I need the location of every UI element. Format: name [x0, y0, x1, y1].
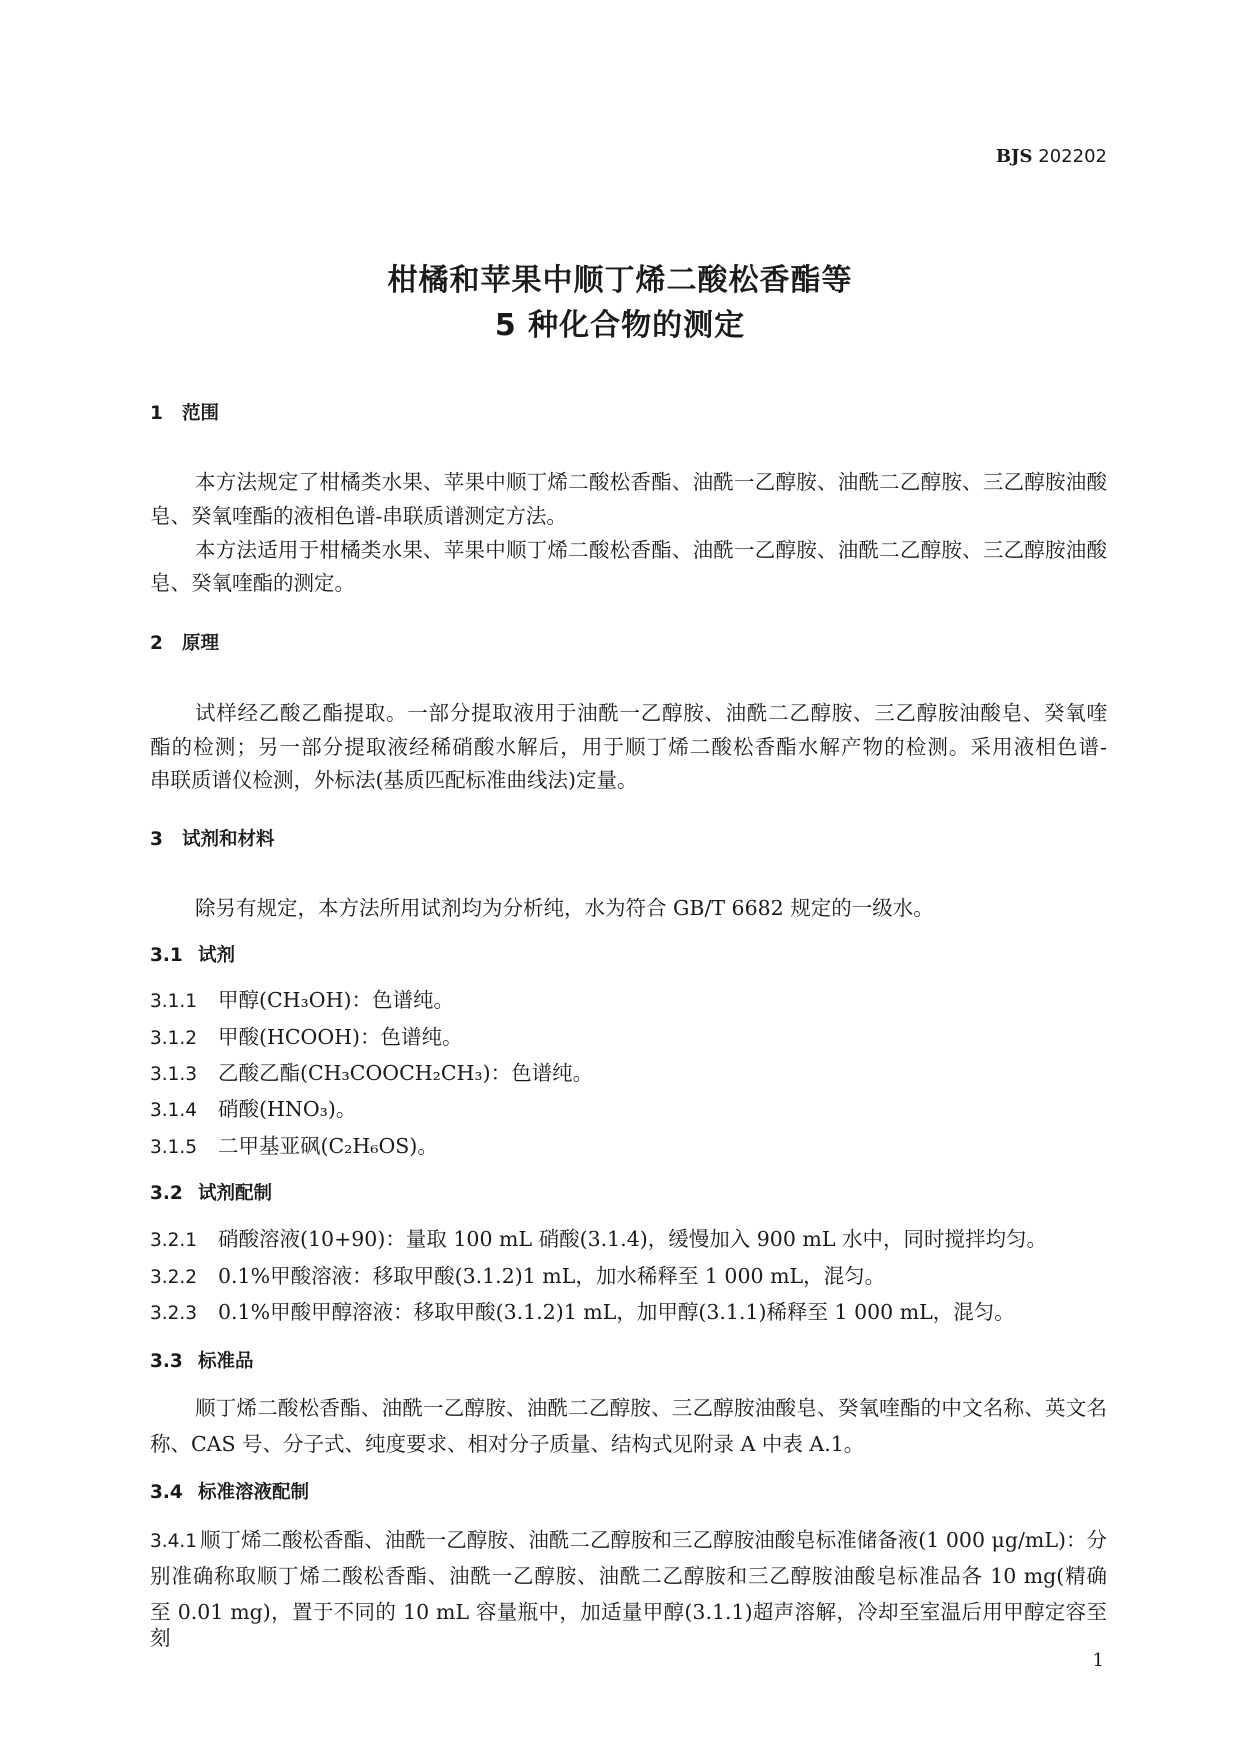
item-number: 3.2.3: [150, 1303, 198, 1324]
section-2-heading: [150, 631, 1107, 657]
section-number: 3: [150, 829, 163, 850]
item-number: 3.2.1: [150, 1230, 198, 1251]
paragraph-line: 本方法规定了柑橘类水果、苹果中顺丁烯二酸松香酯、油酰一乙醇胺、油酰二乙醇胺、三乙醇胺油酸: [195, 470, 1107, 494]
section-title: 原理: [182, 633, 220, 654]
title-line-2: 5 种化合物的测定: [494, 308, 746, 343]
section-title: 试剂: [198, 945, 236, 966]
section-number: 2: [150, 633, 163, 654]
item-text: 硝酸溶液(10+90)：量取 100 mL 硝酸(3.1.4)，缓慢加入 900 mL 水中，同时搅拌均匀。: [218, 1227, 1047, 1251]
paragraph-line: 至 0.01 mg)，置于不同的 10 mL 容量瓶中，加适量甲醇(3.1.1)超声溶解，冷却至室温后用甲醇定容至刻: [150, 1600, 1107, 1650]
list-item: [150, 1096, 1107, 1124]
item-text: 甲酸(HCOOH)：色谱纯。: [218, 1025, 463, 1049]
code-prefix: BJS: [995, 146, 1033, 167]
paragraph-line: 顺丁烯二酸松香酯、油酰一乙醇胺、油酰二乙醇胺、三乙醇胺油酸皂、癸氧喹酯的中文名称、英文名: [195, 1396, 1107, 1420]
item-number: 3.1.2: [150, 1028, 198, 1049]
item-text: 0.1%甲酸甲醇溶液：移取甲酸(3.1.2)1 mL，加甲醇(3.1.1)稀释至 1 000 mL，混匀。: [218, 1300, 1015, 1324]
item-text: 硝酸(HNO₃)。: [218, 1097, 357, 1121]
item-text: 0.1%甲酸溶液：移取甲酸(3.1.2)1 mL，加水稀释至 1 000 mL，混匀。: [218, 1264, 886, 1288]
section-1-heading: [150, 401, 1107, 427]
section-number: 3.4: [150, 1482, 183, 1503]
list-item: [150, 987, 1107, 1015]
item-number: 3.1.1: [150, 991, 198, 1012]
document-code: [996, 146, 1107, 167]
list-item: [150, 1263, 1107, 1291]
subsection-3-2-heading: [150, 1181, 1107, 1207]
section-number: 1: [150, 403, 163, 424]
subsection-3-1-heading: [150, 943, 1107, 969]
item-number: 3.4.1: [150, 1531, 198, 1552]
section-3-heading: [150, 827, 1107, 853]
section-title: 标准品: [198, 1351, 254, 1372]
item-number: 3.1.4: [150, 1100, 198, 1121]
paragraph-line: 皂、癸氧喹酯的液相色谱-串联质谱测定方法。: [150, 504, 567, 528]
item-text: 甲醇(CH₃OH)：色谱纯。: [218, 988, 454, 1012]
section-title: 试剂配制: [198, 1183, 273, 1204]
paragraph-line: 除另有规定，本方法所用试剂均为分析纯，水为符合 GB/T 6682 规定的一级水。: [195, 896, 934, 920]
title-line-1: 柑橘和苹果中顺丁烯二酸松香酯等: [387, 263, 853, 298]
list-item: [150, 1024, 1107, 1052]
list-item: [150, 1299, 1107, 1327]
item-number: 3.1.5: [150, 1137, 198, 1158]
list-item: [150, 1060, 1107, 1088]
subsection-3-3-heading: [150, 1349, 1107, 1375]
paragraph-line: 别准确称取顺丁烯二酸松香酯、油酰一乙醇胺、油酰二乙醇胺和三乙醇胺油酸皂标准品各 10 mg(精确: [150, 1564, 1107, 1588]
paragraph-line: 串联质谱仪检测，外标法(基质匹配标准曲线法)定量。: [150, 768, 638, 792]
paragraph-line: 皂、癸氧喹酯的测定。: [150, 571, 355, 595]
item-text: 二甲基亚砜(C₂H₆OS)。: [218, 1134, 438, 1158]
section-number: 3.1: [150, 945, 183, 966]
paragraph-line: 酯的检测；另一部分提取液经稀硝酸水解后，用于顺丁烯二酸松香酯水解产物的检测。采用液相色谱-: [150, 735, 1107, 759]
section-title: 标准溶液配制: [198, 1482, 310, 1503]
subsection-3-4-heading: [150, 1480, 1107, 1506]
section-title: 试剂和材料: [182, 829, 275, 850]
list-item: [150, 1226, 1107, 1254]
item-number: 3.1.3: [150, 1064, 198, 1085]
item-number: 3.2.2: [150, 1267, 198, 1288]
section-number: 3.2: [150, 1183, 183, 1204]
paragraph-line: 称、CAS 号、分子式、纯度要求、相对分子质量、结构式见附录 A 中表 A.1。: [150, 1432, 865, 1456]
page-number: 1: [1092, 1650, 1104, 1671]
code-number: 202202: [1038, 146, 1107, 167]
section-number: 3.3: [150, 1351, 183, 1372]
section-title: 范围: [182, 403, 220, 424]
item-text: 顺丁烯二酸松香酯、油酰一乙醇胺、油酰二乙醇胺和三乙醇胺油酸皂标准储备液(1 000 μg/mL)：分: [200, 1528, 1107, 1552]
item-text: 乙酸乙酯(CH₃COOCH₂CH₃)：色谱纯。: [218, 1061, 594, 1085]
paragraph-line: 本方法适用于柑橘类水果、苹果中顺丁烯二酸松香酯、油酰一乙醇胺、油酰二乙醇胺、三乙醇胺油酸: [195, 538, 1107, 562]
list-item: [150, 1133, 1107, 1161]
paragraph-line: [150, 1527, 1107, 1555]
paragraph-line: 试样经乙酸乙酯提取。一部分提取液用于油酰一乙醇胺、油酰二乙醇胺、三乙醇胺油酸皂、癸氧喹: [195, 701, 1107, 725]
